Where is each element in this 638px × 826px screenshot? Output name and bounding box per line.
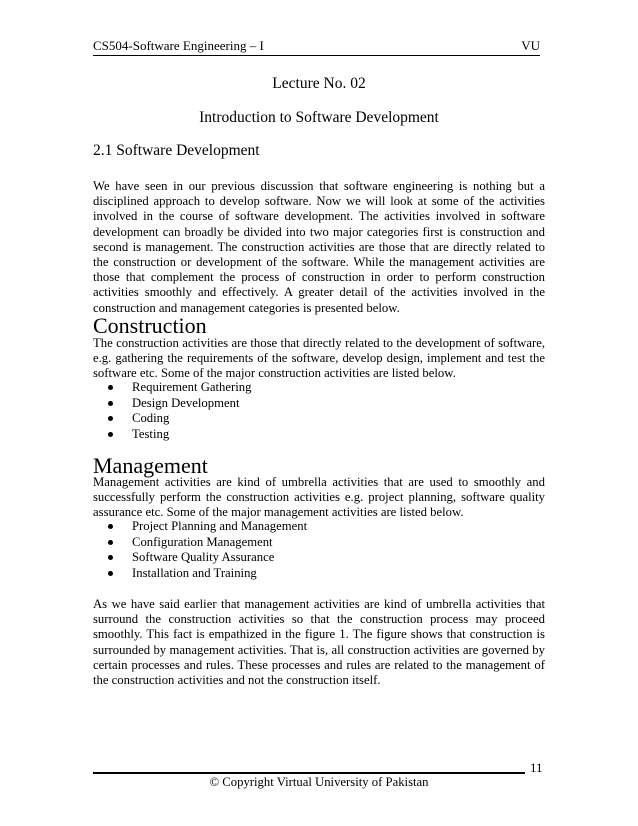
list-item-label: Project Planning and Management <box>132 519 308 533</box>
list-item-label: Configuration Management <box>132 534 273 549</box>
footer-divider <box>93 772 525 774</box>
construction-list <box>108 380 251 442</box>
closing-paragraph: As we have said earlier that management activities are kind of umbrella activities that surround the construction activities so that the construction process may proceed smoothly. This fact is empathized in the figure 1. The figure shows that construction is surrounded by management activities. That is, all construction activities are governed by certain processes and rules. These processes and rules are related to the management of the construction activities and not the construction itself. <box>93 597 545 688</box>
list-item-label: Installation and Training <box>132 565 257 580</box>
list-item-label: Coding <box>132 411 170 426</box>
bullet-icon <box>108 401 113 406</box>
bullet-icon <box>108 416 113 421</box>
bullet-icon <box>108 540 113 545</box>
list-item <box>108 396 251 412</box>
list-item <box>108 427 251 443</box>
list-item <box>108 519 307 535</box>
list-item <box>108 566 307 582</box>
list-item-label: Requirement Gathering <box>132 380 252 394</box>
construction-paragraph: The construction activities are those that directly related to the development of software, e.g. gathering the requirements of the software, develop design, implement and test the software etc. Some of the major construction activities are listed below. <box>93 336 545 381</box>
list-item <box>108 535 307 551</box>
construction-heading: Construction <box>93 313 207 338</box>
intro-paragraph: We have seen in our previous discussion that software engineering is nothing but a disciplined approach to develop software. Now we will look at some of the activities involved in the course of software development. The activities involved in software development can broadly be divided into two major categories first is construction and second is management. The construction activities are those that are directly related to the construction or development of the software. While the management activities are those that complement the process of construction in order to perform construction activities smoothly and effectively. A greater detail of the activities involved in the construction and management categories is presented below. <box>93 179 545 315</box>
bullet-icon <box>108 385 113 390</box>
bullet-icon <box>108 555 113 560</box>
copyright-notice: © Copyright Virtual University of Pakistan <box>209 775 429 789</box>
section-heading: 2.1 Software Development <box>93 142 260 159</box>
page-header <box>93 37 540 56</box>
lecture-title: Introduction to Software Development <box>199 109 439 126</box>
bullet-icon <box>108 524 113 529</box>
bullet-icon <box>108 432 113 437</box>
management-list <box>108 519 307 581</box>
list-item <box>108 550 307 566</box>
list-item <box>108 411 251 427</box>
management-heading: Management <box>93 453 208 478</box>
institution-abbrev: VU <box>521 38 540 53</box>
list-item-label: Testing <box>132 426 170 441</box>
lecture-number: Lecture No. 02 <box>272 75 366 92</box>
list-item-label: Software Quality Assurance <box>132 550 275 565</box>
bullet-icon <box>108 571 113 576</box>
list-item <box>108 380 251 396</box>
course-title: CS504-Software Engineering – I <box>93 38 264 53</box>
list-item-label: Design Development <box>132 395 240 410</box>
management-paragraph: Management activities are kind of umbrella activities that are used to smoothly and successfully perform the construction activities e.g. project planning, software quality assurance etc. Some of the major management activities are listed below. <box>93 475 545 520</box>
page-number: 11 <box>530 760 543 775</box>
